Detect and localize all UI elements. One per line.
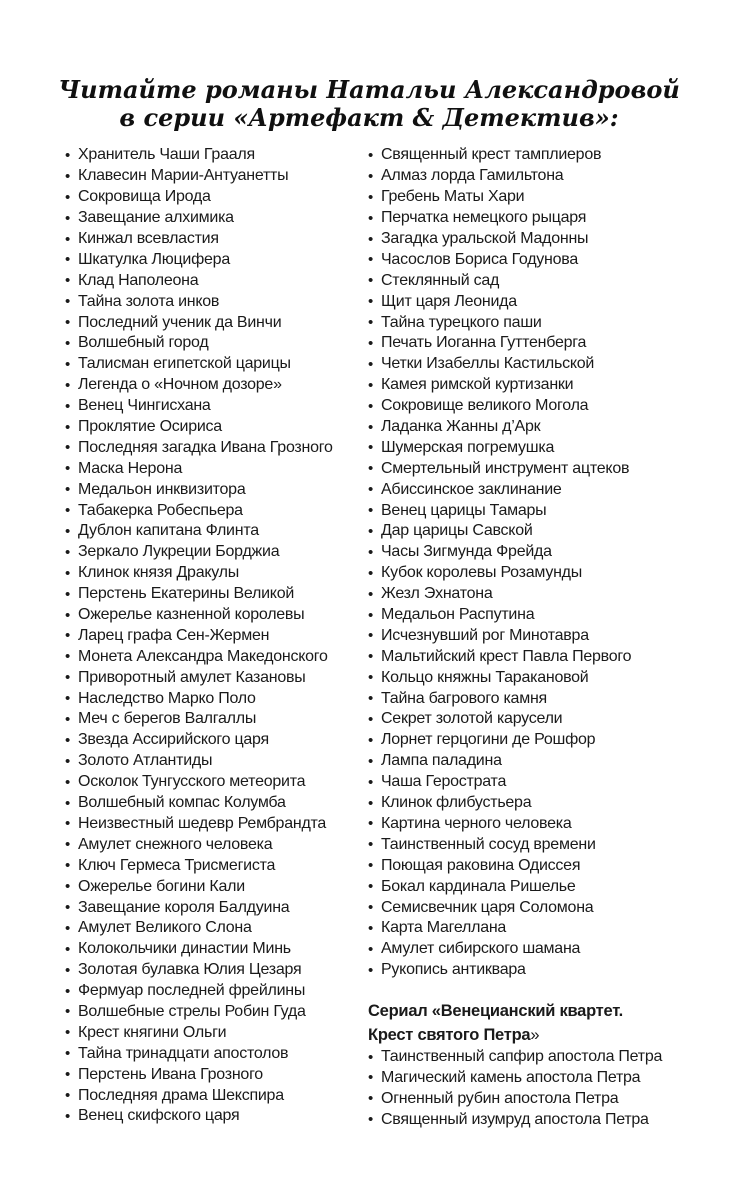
bullet-icon: • <box>368 230 374 248</box>
list-item <box>65 897 365 918</box>
book-title: Осколок Тунгусского метеорита <box>78 773 306 791</box>
book-title: Последняя драма Шекспира <box>78 1086 284 1104</box>
list-item <box>368 208 680 229</box>
list-item <box>65 187 365 208</box>
book-title: Рукопись антиквара <box>381 961 526 979</box>
bullet-icon: • <box>65 857 71 875</box>
bullet-icon: • <box>65 564 71 582</box>
bullet-icon: • <box>368 1090 374 1108</box>
list-item <box>368 918 680 939</box>
book-title: Стеклянный сад <box>381 271 500 289</box>
book-title: Гребень Маты Хари <box>381 188 525 206</box>
book-title: Часослов Бориса Годунова <box>381 250 579 268</box>
bullet-icon: • <box>65 836 71 854</box>
bullet-icon: • <box>368 543 374 561</box>
book-title: Амулет сибирского шамана <box>381 940 581 958</box>
bullet-icon: • <box>65 669 71 687</box>
bullet-icon: • <box>65 585 71 603</box>
list-item <box>65 1064 365 1085</box>
bullet-icon: • <box>65 502 71 520</box>
bullet-icon: • <box>65 146 71 164</box>
list-item <box>368 542 680 563</box>
book-title: Смертельный инструмент ацтеков <box>381 459 630 477</box>
bullet-icon: • <box>368 376 374 394</box>
list-item <box>368 1109 680 1130</box>
bullet-icon: • <box>368 940 374 958</box>
book-title: Кольцо княжны Таракановой <box>381 668 589 686</box>
bullet-icon: • <box>65 899 71 916</box>
book-title: Тайна тринадцати апостолов <box>78 1044 289 1062</box>
book-title: Звезда Ассирийского царя <box>78 731 269 749</box>
list-item <box>368 793 680 814</box>
bullet-icon: • <box>368 167 374 185</box>
bullet-icon: • <box>65 334 71 352</box>
list-item <box>65 208 365 229</box>
bullet-icon: • <box>65 188 71 206</box>
page-title-line1: Читайте романы Натальи Александровой <box>58 75 680 104</box>
bullet-icon: • <box>368 1048 374 1066</box>
bullet-icon: • <box>368 355 374 373</box>
book-title: Последний ученик да Винчи <box>78 313 282 331</box>
list-item <box>65 312 365 333</box>
list-item <box>65 479 365 500</box>
book-title: Хранитель Чаши Грааля <box>78 146 255 164</box>
list-item <box>368 1088 680 1109</box>
list-item <box>368 479 680 500</box>
list-item <box>65 793 365 814</box>
book-title: Зеркало Лукреции Борджиа <box>78 543 280 561</box>
bullet-icon: • <box>65 752 71 770</box>
bullet-icon: • <box>65 376 71 394</box>
bullet-icon: • <box>65 961 71 979</box>
list-item <box>368 166 680 187</box>
book-title: Амулет снежного человека <box>78 835 273 853</box>
bullet-icon: • <box>368 585 374 603</box>
list-item <box>368 187 680 208</box>
list-item <box>65 667 365 688</box>
list-item <box>65 166 365 187</box>
list-item <box>65 688 365 709</box>
list-item <box>65 563 365 584</box>
book-title: Ларец графа Сен-Жермен <box>78 626 270 644</box>
bullet-icon: • <box>65 522 71 540</box>
book-title: Печать Иоганна Гуттенберга <box>381 334 587 352</box>
list-item <box>65 1002 365 1023</box>
bullet-icon: • <box>65 710 71 728</box>
book-title: Ладанка Жанны д’Арк <box>381 418 541 436</box>
bullet-icon: • <box>368 878 374 896</box>
book-title: Картина черного человека <box>381 814 572 832</box>
book-title: Наследство Марко Поло <box>78 689 256 707</box>
page-title-line2: в серии «Артефакт & Детектив»: <box>119 103 619 132</box>
bullet-icon: • <box>65 314 71 332</box>
list-item <box>65 1043 365 1064</box>
book-title: Золотая булавка Юлия Цезаря <box>78 961 302 979</box>
list-item <box>368 458 680 479</box>
list-item <box>368 333 680 354</box>
bullet-icon: • <box>65 690 71 708</box>
book-title: Фермуар последней фрейлины <box>78 982 306 1000</box>
book-title: Венец Чингисхана <box>78 397 211 415</box>
list-item <box>368 772 680 793</box>
bullet-icon: • <box>65 1003 71 1021</box>
book-title: Перстень Екатерины Великой <box>78 585 295 603</box>
book-title: Поющая раковина Одиссея <box>381 856 581 874</box>
list-item <box>65 354 365 375</box>
list-item <box>368 625 680 646</box>
bullet-icon: • <box>368 397 374 415</box>
list-item <box>368 939 680 960</box>
book-title: Маска Нерона <box>78 459 183 477</box>
list-item <box>65 709 365 730</box>
list-item <box>368 417 680 438</box>
list-item <box>65 521 365 542</box>
bullet-icon: • <box>368 794 374 812</box>
bullet-icon: • <box>368 334 374 352</box>
bullet-icon: • <box>65 543 71 561</box>
bullet-icon: • <box>65 439 71 457</box>
list-item <box>368 876 680 897</box>
bullet-icon: • <box>368 314 374 332</box>
bullet-icon: • <box>368 418 374 436</box>
list-item <box>65 1106 365 1127</box>
list-item <box>65 417 365 438</box>
list-item <box>368 396 680 417</box>
book-title: Бокал кардинала Ришелье <box>381 877 576 895</box>
list-item <box>368 688 680 709</box>
bullet-icon: • <box>65 1087 71 1105</box>
book-title: Карта Магеллана <box>381 919 507 937</box>
serial-heading-line2: Крест святого Петра» <box>368 1025 540 1044</box>
list-item <box>65 834 365 855</box>
bullet-icon: • <box>65 627 71 645</box>
bullet-icon: • <box>368 209 374 227</box>
list-item <box>65 333 365 354</box>
book-title: Волшебный город <box>78 334 209 352</box>
book-title: Венец скифского царя <box>78 1107 240 1125</box>
book-title: Волшебные стрелы Робин Гуда <box>78 1002 306 1020</box>
book-title: Перчатка немецкого рыцаря <box>381 209 587 227</box>
book-title: Тайна турецкого паши <box>381 313 542 331</box>
bullet-icon: • <box>368 669 374 687</box>
bullet-icon: • <box>65 460 71 478</box>
bullet-icon: • <box>65 1045 71 1063</box>
book-title: Камея римской куртизанки <box>381 376 574 394</box>
list-item <box>368 814 680 835</box>
list-item <box>368 312 680 333</box>
list-item <box>65 625 365 646</box>
bullet-icon: • <box>65 1107 71 1125</box>
bullet-icon: • <box>65 481 71 499</box>
book-title: Алмаз лорда Гамильтона <box>381 167 564 185</box>
list-item <box>65 605 365 626</box>
serial-heading-line1: Сериал «Венецианский квартет. <box>368 1001 623 1020</box>
book-title: Медальон Распутина <box>381 606 535 624</box>
bullet-icon: • <box>368 773 374 791</box>
bullet-icon: • <box>368 961 374 979</box>
list-item <box>65 542 365 563</box>
list-item <box>65 396 365 417</box>
bullet-icon: • <box>65 731 71 749</box>
book-title: Венец царицы Тамары <box>381 501 547 519</box>
bullet-icon: • <box>368 1111 374 1129</box>
list-item <box>65 375 365 396</box>
bullet-icon: • <box>368 710 374 728</box>
book-title: Перстень Ивана Грозного <box>78 1065 263 1083</box>
book-title: Клад Наполеона <box>78 271 199 289</box>
list-item <box>368 709 680 730</box>
bullet-icon: • <box>368 857 374 875</box>
list-item <box>368 437 680 458</box>
book-title: Меч с берегов Валгаллы <box>78 710 257 728</box>
list-item <box>368 646 680 667</box>
list-item <box>368 375 680 396</box>
list-item <box>65 939 365 960</box>
bullet-icon: • <box>65 272 71 290</box>
list-item <box>368 584 680 605</box>
list-item <box>368 834 680 855</box>
bullet-icon: • <box>65 1024 71 1042</box>
list-item <box>368 855 680 876</box>
book-title: Шумерская погремушка <box>381 438 555 456</box>
bullet-icon: • <box>368 502 374 520</box>
bullet-icon: • <box>368 627 374 645</box>
book-title: Завещание алхимика <box>78 209 234 227</box>
page-title <box>0 76 738 132</box>
bullet-icon: • <box>368 1069 374 1087</box>
book-title: Завещание короля Балдуина <box>78 898 290 916</box>
bullet-icon: • <box>368 606 374 624</box>
bullet-icon: • <box>65 355 71 373</box>
bullet-icon: • <box>65 648 71 666</box>
bullet-icon: • <box>65 815 71 833</box>
book-title: Часы Зигмунда Фрейда <box>381 543 552 561</box>
list-item <box>65 855 365 876</box>
bullet-icon: • <box>65 209 71 227</box>
bullet-icon: • <box>368 439 374 457</box>
serial-book-list <box>368 1047 680 1131</box>
book-title: Талисман египетской царицы <box>78 355 291 373</box>
list-item <box>65 1085 365 1106</box>
list-item <box>65 145 365 166</box>
bullet-icon: • <box>368 522 374 540</box>
list-item <box>65 291 365 312</box>
bullet-icon: • <box>65 940 71 958</box>
book-title: Магический камень апостола Петра <box>381 1068 641 1086</box>
book-title: Огненный рубин апостола Петра <box>381 1089 619 1107</box>
bullet-icon: • <box>65 919 71 937</box>
book-list-left <box>65 145 365 1127</box>
bullet-icon: • <box>65 418 71 436</box>
book-title: Сокровище великого Могола <box>381 397 589 415</box>
book-title: Легенда о «Ночном дозоре» <box>78 376 282 394</box>
book-title: Ключ Гермеса Трисмегиста <box>78 856 276 874</box>
bullet-icon: • <box>65 1066 71 1084</box>
book-title: Сокровища Ирода <box>78 188 211 206</box>
list-item <box>368 730 680 751</box>
bullet-icon: • <box>368 188 374 206</box>
list-item <box>368 354 680 375</box>
book-title: Таинственный сапфир апостола Петра <box>381 1048 663 1066</box>
list-item <box>368 1047 680 1068</box>
book-title: Жезл Эхнатона <box>381 585 493 603</box>
bullet-icon: • <box>65 251 71 269</box>
list-item <box>65 918 365 939</box>
bullet-icon: • <box>368 648 374 666</box>
book-title: Дар царицы Савской <box>381 522 533 540</box>
book-title: Табакерка Робеспьера <box>78 501 243 519</box>
book-title: Четки Изабеллы Кастильской <box>381 355 595 373</box>
book-list-right-main <box>368 145 680 981</box>
list-item <box>368 751 680 772</box>
list-item <box>368 521 680 542</box>
list-item <box>368 291 680 312</box>
list-item <box>65 730 365 751</box>
book-title: Клинок князя Дракулы <box>78 564 240 582</box>
serial-heading <box>368 999 680 1047</box>
bullet-icon: • <box>65 982 71 1000</box>
list-item <box>368 270 680 291</box>
list-item <box>65 584 365 605</box>
bullet-icon: • <box>368 564 374 582</box>
book-title: Лампа паладина <box>381 752 502 770</box>
book-title: Последняя загадка Ивана Грозного <box>78 438 333 456</box>
book-title: Проклятие Осириса <box>78 418 222 436</box>
list-item <box>368 500 680 521</box>
bullet-icon: • <box>65 397 71 415</box>
list-item <box>65 751 365 772</box>
list-item <box>65 249 365 270</box>
list-item <box>368 145 680 166</box>
list-item <box>368 897 680 918</box>
list-item <box>65 981 365 1002</box>
book-title: Тайна багрового камня <box>381 689 547 707</box>
book-title: Клавесин Марии-Антуанетты <box>78 167 289 185</box>
book-title: Шкатулка Люцифера <box>78 250 230 268</box>
book-title: Исчезнувший рог Минотавра <box>381 626 589 644</box>
list-item <box>368 249 680 270</box>
book-title: Загадка уральской Мадонны <box>381 230 589 247</box>
book-title: Дублон капитана Флинта <box>78 522 259 540</box>
bullet-icon: • <box>65 167 71 185</box>
book-title: Волшебный компас Колумба <box>78 794 286 812</box>
list-item <box>368 960 680 981</box>
list-item <box>368 1068 680 1089</box>
bullet-icon: • <box>368 815 374 833</box>
list-item <box>368 667 680 688</box>
book-title: Мальтийский крест Павла Первого <box>381 647 632 665</box>
book-title: Секрет золотой карусели <box>381 710 563 728</box>
book-title: Семисвечник царя Соломона <box>381 898 594 916</box>
list-item <box>65 458 365 479</box>
book-title: Неизвестный шедевр Рембрандта <box>78 814 327 832</box>
bullet-icon: • <box>368 731 374 749</box>
list-item <box>65 500 365 521</box>
bullet-icon: • <box>368 251 374 269</box>
book-title: Таинственный сосуд времени <box>381 835 596 853</box>
book-title: Священный изумруд апостола Петра <box>381 1110 649 1128</box>
bullet-icon: • <box>65 293 71 311</box>
list-item <box>368 229 680 250</box>
bullet-icon: • <box>65 878 71 896</box>
book-title: Щит царя Леонида <box>381 292 517 310</box>
bullet-icon: • <box>65 773 71 791</box>
bullet-icon: • <box>65 230 71 248</box>
book-title: Медальон инквизитора <box>78 480 246 498</box>
bullet-icon: • <box>368 752 374 770</box>
book-title: Лорнет герцогини де Рошфор <box>381 731 596 749</box>
list-item <box>65 437 365 458</box>
book-title: Крест княгини Ольги <box>78 1023 227 1041</box>
list-item <box>65 876 365 897</box>
bullet-icon: • <box>368 481 374 499</box>
bullet-icon: • <box>368 690 374 708</box>
book-title: Кинжал всевластия <box>78 230 219 247</box>
book-title: Амулет Великого Слона <box>78 919 252 937</box>
bullet-icon: • <box>65 606 71 624</box>
bullet-icon: • <box>368 836 374 854</box>
book-title: Чаша Герострата <box>381 773 507 791</box>
book-title: Кубок королевы Розамунды <box>381 564 582 582</box>
book-title: Колокольчики династии Минь <box>78 940 291 958</box>
list-item <box>65 814 365 835</box>
bullet-icon: • <box>65 794 71 812</box>
book-title: Тайна золота инков <box>78 292 220 310</box>
list-item <box>65 960 365 981</box>
list-item <box>368 605 680 626</box>
book-title: Приворотный амулет Казановы <box>78 668 306 686</box>
book-title: Абиссинское заклинание <box>381 480 562 498</box>
bullet-icon: • <box>368 272 374 290</box>
list-item <box>65 229 365 250</box>
book-title: Ожерелье богини Кали <box>78 877 245 895</box>
list-item <box>65 646 365 667</box>
bullet-icon: • <box>368 293 374 311</box>
bullet-icon: • <box>368 146 374 164</box>
list-item <box>65 1022 365 1043</box>
book-list-right <box>368 145 680 1130</box>
list-item <box>368 563 680 584</box>
list-item <box>65 772 365 793</box>
bullet-icon: • <box>368 919 374 937</box>
bullet-icon: • <box>368 460 374 478</box>
book-title: Золото Атлантиды <box>78 752 213 770</box>
book-title: Священный крест тамплиеров <box>381 146 602 164</box>
list-item <box>65 270 365 291</box>
book-title: Монета Александра Македонского <box>78 647 328 665</box>
book-title: Ожерелье казненной королевы <box>78 606 305 624</box>
book-title: Клинок флибустьера <box>381 794 532 812</box>
bullet-icon: • <box>368 899 374 916</box>
